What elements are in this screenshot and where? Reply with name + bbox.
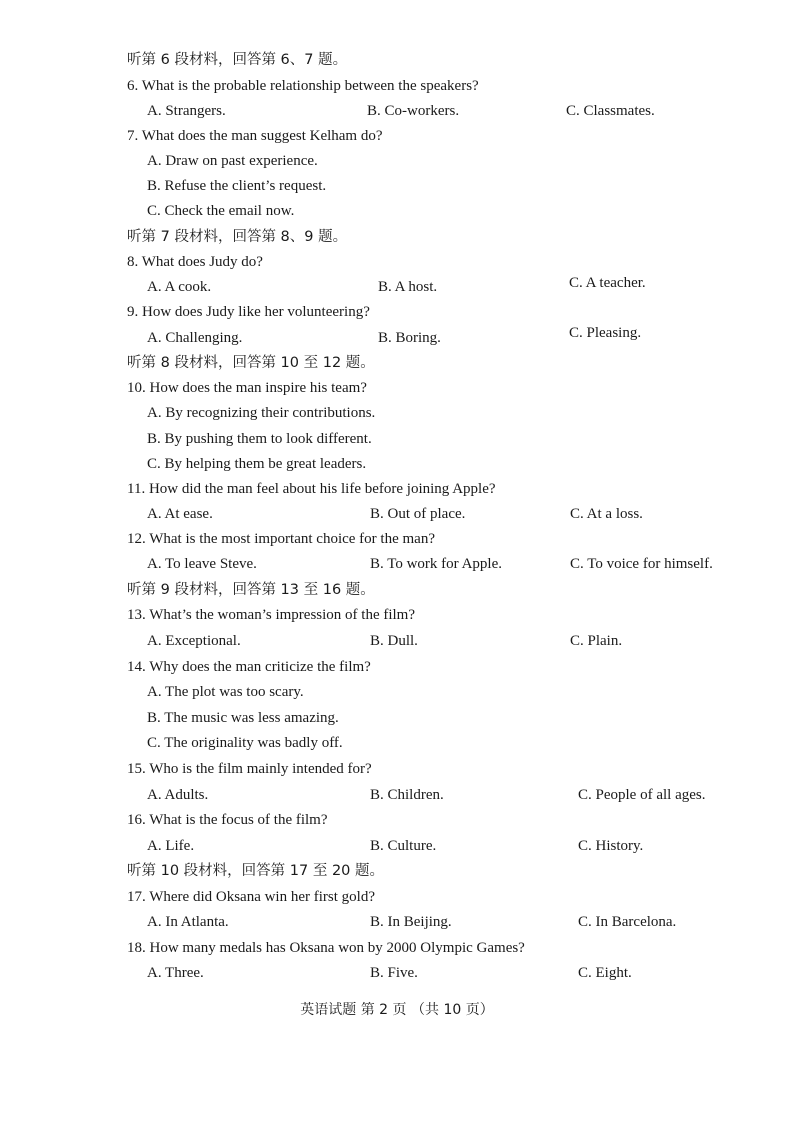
option-a: A. Challenging. (147, 330, 243, 346)
option-c: C. The originality was badly off. (147, 735, 343, 751)
option-c: C. In Barcelona. (578, 914, 677, 930)
option-a: A. Life. (147, 838, 195, 854)
option-c: C. Plain. (570, 633, 623, 649)
option-b: B. Out of place. (370, 506, 466, 522)
option-a: A. The plot was too scary. (147, 684, 304, 700)
section-heading: 听第 10 段材料，回答第 17 至 20 题。 (127, 863, 385, 879)
question-16-options (0, 834, 794, 858)
question-14-stem: 14. Why does the man criticize the film? (127, 659, 371, 675)
question-10-stem: 10. How does the man inspire his team? (127, 380, 367, 396)
question-11-options (0, 502, 794, 526)
option-a: A. By recognizing their contributions. (147, 405, 376, 421)
question-13-stem: 13. What’s the woman’s impression of the film? (127, 607, 416, 623)
question-12-options (0, 552, 794, 576)
option-c: C. History. (578, 838, 644, 854)
question-7-stem: 7. What does the man suggest Kelham do? (127, 128, 383, 144)
option-a: A. In Atlanta. (147, 914, 229, 930)
option-b: B. By pushing them to look different. (147, 431, 372, 447)
option-a: A. Strangers. (147, 103, 226, 119)
option-b: B. In Beijing. (370, 914, 452, 930)
question-9-stem: 9. How does Judy like her volunteering? (127, 304, 370, 320)
option-b: B. Culture. (370, 838, 437, 854)
option-c: C. To voice for himself. (570, 556, 713, 572)
question-8-stem: 8. What does Judy do? (127, 254, 263, 270)
option-a: A. A cook. (147, 279, 212, 295)
option-b: B. Five. (370, 965, 418, 981)
option-a: A. Three. (147, 965, 204, 981)
option-c: C. Eight. (578, 965, 632, 981)
page-footer: 英语试题 第 2 页 （共 10 页） (300, 1002, 494, 1018)
option-c: C. Check the email now. (147, 203, 295, 219)
question-6-stem: 6. What is the probable relationship between the speakers? (127, 78, 479, 94)
question-12-stem: 12. What is the most important choice for the man? (127, 531, 435, 547)
option-a: A. Draw on past experience. (147, 153, 318, 169)
question-13-options (0, 629, 794, 653)
question-15-stem: 15. Who is the film mainly intended for? (127, 761, 372, 777)
option-c: C. Classmates. (566, 103, 655, 119)
question-17-stem: 17. Where did Oksana win her first gold? (127, 889, 375, 905)
question-6-options (0, 99, 794, 123)
section-heading: 听第 8 段材料，回答第 10 至 12 题。 (127, 355, 375, 371)
question-15-options (0, 783, 794, 807)
question-16-stem: 16. What is the focus of the film? (127, 812, 328, 828)
section-heading: 听第 6 段材料，回答第 6、7 题。 (127, 52, 348, 68)
question-17-options (0, 910, 794, 934)
question-18-stem: 18. How many medals has Oksana won by 2000 Olympic Games? (127, 940, 525, 956)
section-heading: 听第 9 段材料，回答第 13 至 16 题。 (127, 582, 375, 598)
option-a: A. Exceptional. (147, 633, 241, 649)
option-c: C. At a loss. (570, 506, 643, 522)
option-b: B. Co-workers. (367, 103, 460, 119)
option-b: B. Refuse the client’s request. (147, 178, 327, 194)
option-b: B. Children. (370, 787, 444, 803)
option-a: A. To leave Steve. (147, 556, 257, 572)
option-b: B. A host. (378, 279, 438, 295)
option-b: B. The music was less amazing. (147, 710, 339, 726)
option-c: C. A teacher. (569, 275, 646, 291)
section-heading: 听第 7 段材料，回答第 8、9 题。 (127, 229, 348, 245)
option-b: B. Dull. (370, 633, 418, 649)
option-c: C. By helping them be great leaders. (147, 456, 367, 472)
option-a: A. Adults. (147, 787, 209, 803)
question-8-options (0, 275, 794, 299)
option-b: B. Boring. (378, 330, 441, 346)
option-c: C. People of all ages. (578, 787, 706, 803)
question-9-options (0, 326, 794, 350)
question-11-stem: 11. How did the man feel about his life before joining Apple? (127, 481, 496, 497)
question-18-options (0, 961, 794, 985)
option-c: C. Pleasing. (569, 325, 642, 341)
option-a: A. At ease. (147, 506, 213, 522)
option-b: B. To work for Apple. (370, 556, 502, 572)
